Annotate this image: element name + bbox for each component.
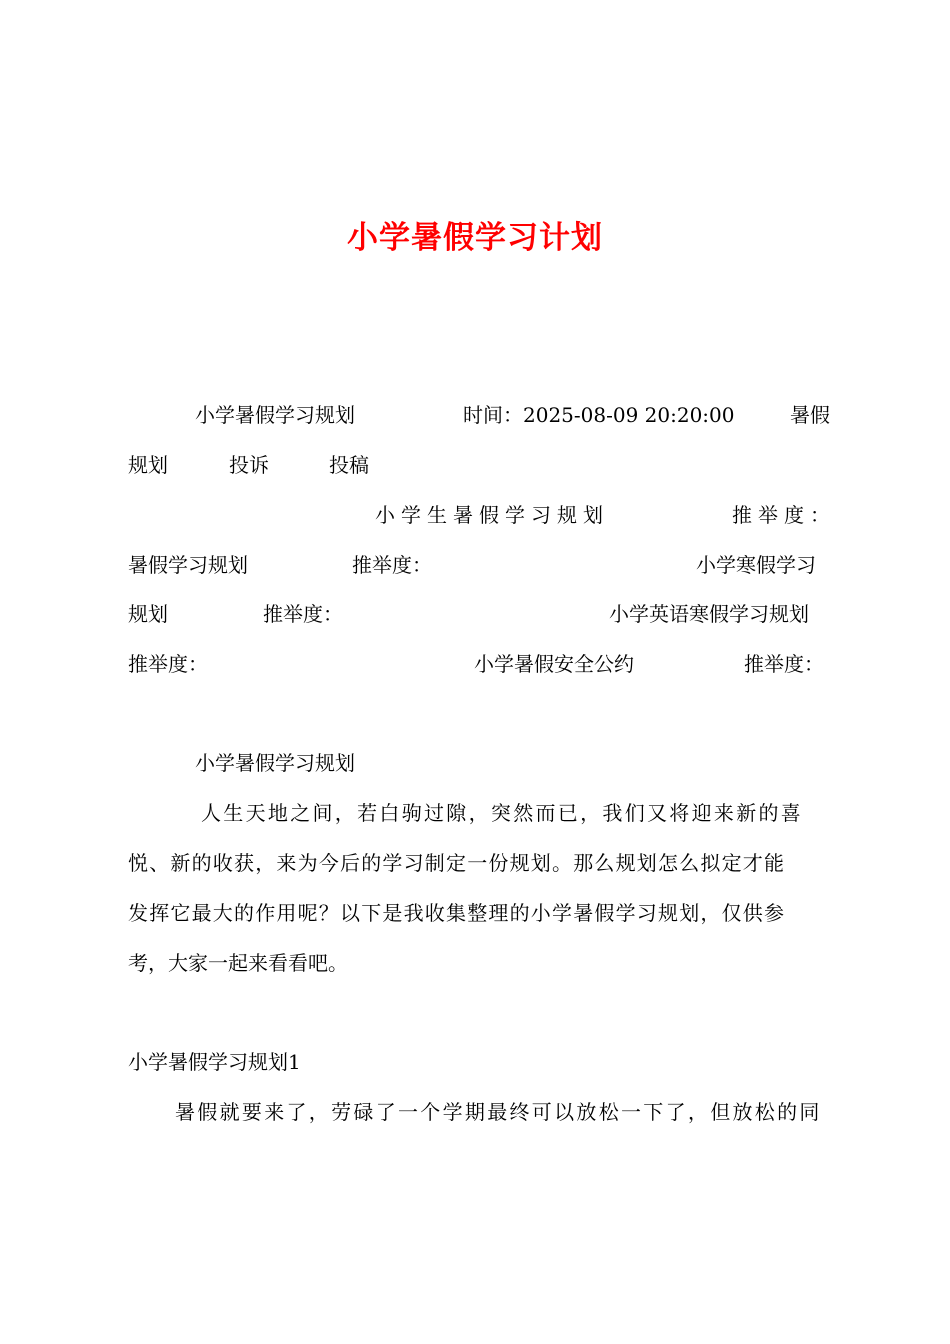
submit-link[interactable]: 投稿 (329, 453, 369, 477)
intro-line-2: 悦、新的收获，来为今后的学习制定一份规划。那么规划怎么拟定才能 (128, 851, 786, 875)
recommend-item-2[interactable]: 暑假学习规划 (128, 553, 248, 577)
recommend-item-3[interactable]: 小学寒假学习 (696, 553, 816, 577)
recommend-item-1[interactable]: 小学生暑假学习规划 (375, 503, 609, 527)
recommend-item-5[interactable]: 小学暑假安全公约 (474, 652, 634, 676)
intro-line-3: 发挥它最大的作用呢？以下是我收集整理的小学暑假学习规划，仅供参 (128, 901, 786, 925)
complaint-link[interactable]: 投诉 (229, 453, 269, 477)
section-1-line-1: 暑假就要来了，劳碌了一个学期最终可以放松一下了，但放松的同 (175, 1100, 822, 1124)
recommend-item-4[interactable]: 小学英语寒假学习规划 (609, 602, 809, 626)
intro-line-1: 人生天地之间，若白驹过隙，突然而已，我们又将迎来新的喜 (201, 801, 804, 825)
recommend-label-5: 推举度： (744, 652, 824, 676)
publish-time: 时间：2025-08-09 20:20:00 (463, 403, 735, 427)
intro-line-4: 考，大家一起来看看吧。 (128, 951, 348, 975)
recommend-item-3-cont[interactable]: 规划 (128, 602, 168, 626)
recommend-label-3: 推举度： (263, 602, 343, 626)
category-part1: 暑假 (790, 403, 830, 427)
recommend-label-1: 推举度： (732, 503, 836, 527)
body-heading: 小学暑假学习规划 (195, 751, 355, 775)
recommend-label-4: 推举度： (128, 652, 208, 676)
article-name: 小学暑假学习规划 (195, 403, 355, 427)
section-1-title: 小学暑假学习规划1 (128, 1050, 301, 1074)
category-part2: 规划 (128, 453, 168, 477)
document-title: 小学暑假学习计划 (347, 220, 603, 256)
recommend-label-2: 推举度： (352, 553, 432, 577)
